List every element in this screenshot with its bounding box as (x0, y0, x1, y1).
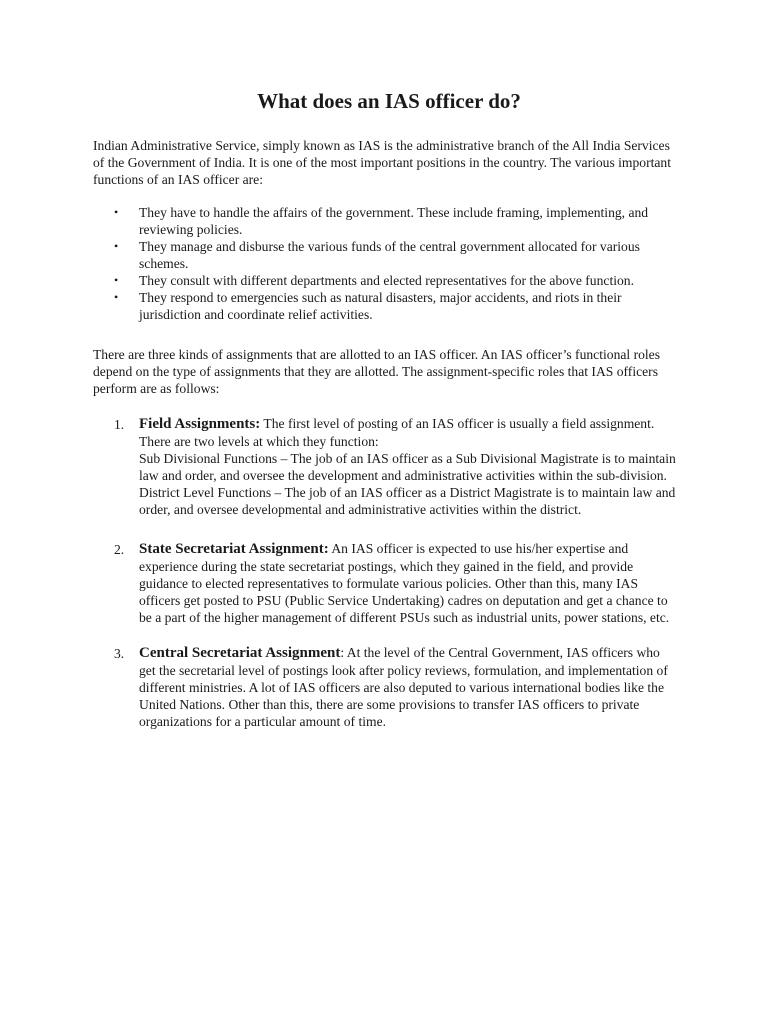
list-item-text: They manage and disburse the various funds of the central government allocated for various schemes. (139, 239, 640, 271)
assignment-heading: Field Assignments: (139, 416, 261, 432)
list-number: 3. (114, 646, 125, 661)
assignment-text: : At the level of the Central Government, IAS officers who get the secretarial level of postings look after policy reviews, formulation, and implementation of different ministries. A lot of IAS officers are also deputed to various international bodies like the United Nations. Other than this, there are some provisions to transfer IAS officers to private organizations for a particular amount of time. (139, 645, 668, 729)
bullet-icon: • (114, 205, 119, 219)
assignment-item-field (114, 415, 679, 518)
document-page (93, 88, 679, 730)
list-item (114, 289, 679, 323)
bullet-icon: • (114, 290, 119, 304)
list-item (114, 204, 679, 238)
list-number: 2. (114, 542, 125, 557)
assignment-heading: State Secretariat Assignment: (139, 541, 329, 557)
sub-divisional-functions-text: Sub Divisional Functions – The job of an IAS officer as a Sub Divisional Magistrate is to maintain law and order, and oversee the development and administrative activities within the sub-division. (139, 451, 676, 483)
list-item (114, 238, 679, 272)
list-item-text: They consult with different departments and elected representatives for the above function. (139, 273, 634, 288)
page-title: What does an IAS officer do? (257, 89, 521, 113)
assignments-list (93, 415, 679, 730)
functions-list (93, 204, 679, 323)
list-item (114, 272, 679, 289)
list-item-text: They have to handle the affairs of the government. These include framing, implementing, and reviewing policies. (139, 205, 649, 237)
assignment-item-state (114, 540, 679, 626)
list-number: 1. (114, 417, 125, 432)
bullet-icon: • (114, 239, 119, 253)
district-level-functions-text: District Level Functions – The job of an IAS officer as a District Magistrate is to maintain law and order, and oversee developmental and administrative activities within the district. (139, 485, 676, 517)
assignment-item-central (114, 644, 679, 730)
bullet-icon: • (114, 273, 119, 287)
assignment-text: The first level of posting of an IAS officer is usually a field assignment. There are two levels at which they function: (139, 416, 655, 449)
intro-paragraph: Indian Administrative Service, simply known as IAS is the administrative branch of the All India Services of the Government of India. It is one of the most important positions in the country. The various important functions of an IAS officer are: (93, 138, 672, 187)
assignments-intro-paragraph: There are three kinds of assignments that are allotted to an IAS officer. An IAS officer’s functional roles depend on the type of assignments that they are allotted. The assignment-specific roles that IAS officers perform are as follows: (93, 347, 660, 396)
assignment-heading: Central Secretariat Assignment (139, 645, 341, 661)
list-item-text: They respond to emergencies such as natural disasters, major accidents, and riots in their jurisdiction and coordinate relief activities. (139, 290, 622, 322)
assignment-text: An IAS officer is expected to use his/her expertise and experience during the state secretariat postings, which they gained in the field, and provide guidance to elected representatives to formulate various policies. Other than this, many IAS officers get posted to PSU (Public Service Undertaking) cadres on deputation and get a chance to be a part of the higher management of different PSUs such as industrial units, power stations, etc. (139, 541, 670, 625)
